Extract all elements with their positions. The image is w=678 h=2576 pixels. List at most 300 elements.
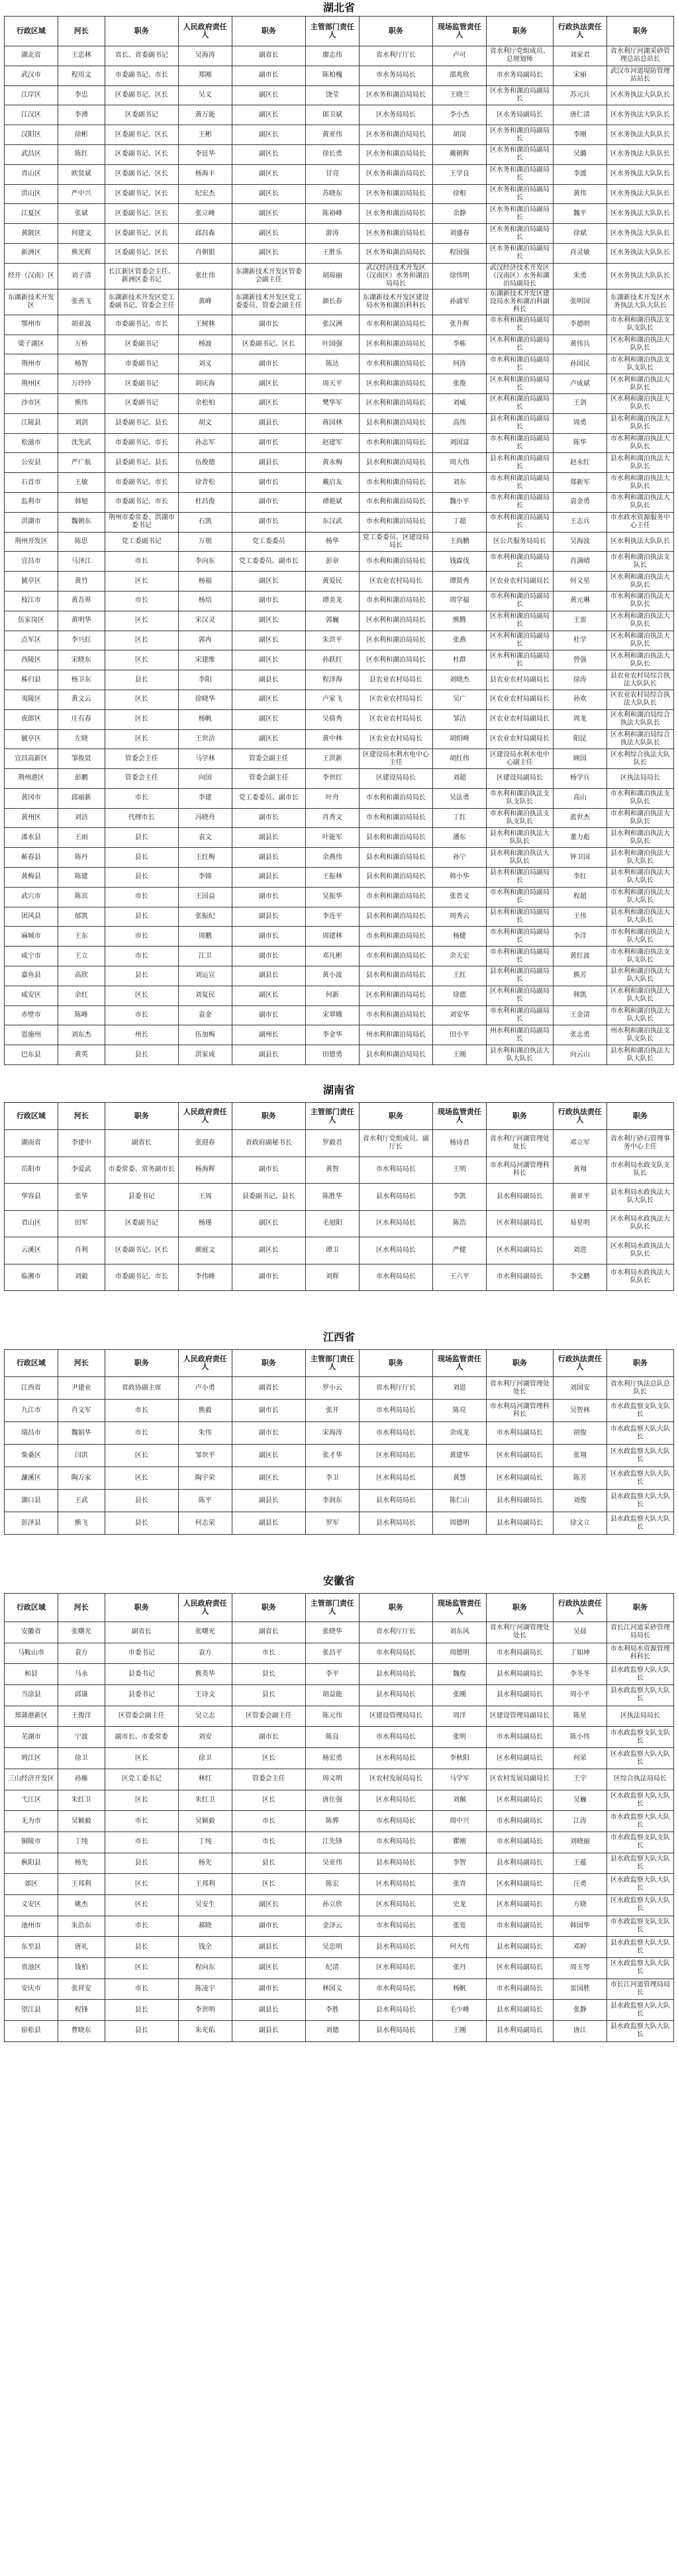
table-cell: 市水利局水资源管理科科长: [606, 1643, 673, 1664]
table-cell: 李廷华: [178, 144, 232, 164]
table-cell: 区水利综合执法大队队长: [606, 749, 673, 769]
table-cell: 何荣: [553, 1748, 606, 1769]
table-cell: 肖灵敏: [553, 243, 606, 263]
table-cell: 江卫: [178, 947, 232, 966]
table-cell: 彭鹏: [58, 769, 105, 789]
table-cell: 朱红卫: [58, 1790, 105, 1811]
table-cell: 刘盛春: [433, 224, 487, 244]
table-cell: 区水利局局长: [359, 1467, 432, 1490]
table-cell: 副市长: [232, 1157, 305, 1184]
table-cell: 荆州港区: [5, 769, 58, 789]
table-cell: 县长: [105, 670, 178, 690]
table-cell: 县水利和湖泊局局长: [359, 828, 432, 848]
table-cell: 州水利和湖泊执法支队支队长: [606, 1025, 673, 1045]
table-cell: 省水利厅厅长: [359, 1622, 432, 1643]
table-cell: 张俊: [433, 374, 487, 394]
table-cell: 李建中: [58, 1130, 105, 1157]
table-cell: 徐斌: [553, 224, 606, 244]
table-cell: 杨宏勇: [305, 1748, 359, 1769]
table-cell: 胡绍峰: [433, 729, 487, 749]
table-cell: 武汉经济技术开发区（汉南区）水务和湖泊局副局长: [486, 263, 553, 289]
column-header: 现场监管责任人: [433, 1103, 487, 1130]
table-cell: 东至县: [5, 1937, 58, 1958]
table-cell: 黄永梅: [305, 453, 359, 473]
table-cell: 区委副书记、区长: [232, 335, 305, 354]
table-cell: 严广航: [58, 453, 105, 473]
table-cell: 县水利和湖泊执法大队大队长: [486, 1045, 553, 1065]
province-title: 江西省: [322, 1331, 355, 1344]
table-cell: 王树林: [178, 315, 232, 335]
table-cell: 宋建维: [178, 650, 232, 670]
table-cell: 汉阳区: [5, 125, 58, 145]
table-cell: 市水利局局长: [359, 1643, 432, 1664]
table-cell: 县水政监察大队大队长: [606, 1685, 673, 1706]
table-cell: 杨帆: [433, 1979, 487, 2000]
table-cell: 市水利局副局长: [486, 1916, 553, 1937]
table-cell: 东湖新技术开发区: [5, 289, 58, 315]
table-cell: 省水利厅厅长: [359, 46, 432, 66]
table-cell: 程超: [553, 887, 606, 907]
table-cell: 董力彪: [553, 828, 606, 848]
table-cell: 谭卫: [305, 1237, 359, 1264]
table-cell: 县水利局局长: [359, 1853, 432, 1874]
table-cell: 区水政监察大队大队长: [606, 1958, 673, 1979]
table-cell: 县水利和湖泊执法大队队长: [606, 453, 673, 473]
table-cell: 苏元兵: [553, 85, 606, 105]
table-cell: 区长: [105, 1445, 178, 1467]
table-cell: 云溪区: [5, 1237, 58, 1264]
table-cell: 区水务局副局长: [486, 105, 553, 125]
table-cell: 区党工委书记: [105, 1769, 178, 1790]
table-cell: 黄万能: [178, 105, 232, 125]
table-cell: 副县长: [232, 966, 305, 986]
table-cell: 熊英华: [178, 1664, 232, 1685]
table-cell: 新洲区: [5, 243, 58, 263]
table-cell: 副县长: [232, 828, 305, 848]
table-cell: 江夏区: [5, 204, 58, 224]
table-cell: 丁红: [433, 808, 487, 828]
table-cell: 县水利和湖泊局局长: [359, 966, 432, 986]
table-cell: 王红梅: [178, 848, 232, 868]
table-cell: 浠水县: [5, 828, 58, 848]
table-cell: 卢家飞: [305, 690, 359, 709]
table-cell: 陈建: [58, 868, 105, 888]
table-cell: 区水利局副局长: [486, 1467, 553, 1490]
table-cell: 义安区: [5, 1894, 58, 1916]
table-row: [5, 1400, 674, 1422]
table-cell: 市水利和湖泊局局长: [359, 1005, 432, 1025]
table-cell: 欧贤斌: [58, 164, 105, 184]
table-cell: 池州市: [5, 1916, 58, 1937]
table-cell: 陈柏槐: [305, 66, 359, 85]
table-cell: 杜群: [433, 650, 487, 670]
table-row: [5, 1727, 674, 1748]
table-cell: 刘威: [433, 393, 487, 413]
table-cell: 区水政监察大队大队长: [606, 1467, 673, 1490]
table-cell: 余成龙: [433, 1422, 487, 1445]
table-row: [5, 1853, 674, 1874]
table-cell: 周勇: [553, 413, 606, 433]
table-cell: 樊华军: [305, 393, 359, 413]
column-header: 人民政府责任人: [178, 1594, 232, 1622]
table-cell: 张华: [58, 1184, 105, 1211]
table-cell: 吴颖毅: [58, 1811, 105, 1832]
column-header: 职务: [232, 1594, 305, 1622]
table-cell: 吴璐: [553, 144, 606, 164]
table-cell: 江陵县: [5, 413, 58, 433]
table-cell: 陶万家: [58, 1467, 105, 1490]
table-cell: 管委会副主任: [232, 769, 305, 789]
table-cell: 副市长: [232, 433, 305, 453]
table-cell: 区水利和湖泊执法大队队长: [606, 611, 673, 631]
column-header: 行政执法责任人: [553, 17, 606, 46]
table-cell: 咸宁市: [5, 947, 58, 966]
table-cell: 田军: [58, 1210, 105, 1237]
table-cell: 余松柏: [178, 393, 232, 413]
table-cell: 马学军: [433, 1769, 487, 1790]
table-cell: 区水利和湖泊局综合执法大队队长: [606, 729, 673, 749]
table-cell: 武汉市: [5, 66, 58, 85]
table-cell: 陈胜华: [305, 1184, 359, 1211]
table-cell: 省水利厅党组成员、总规划师: [486, 46, 553, 66]
table-cell: 刘剑: [58, 413, 105, 433]
column-header: 行政区域: [5, 17, 58, 46]
table-cell: 游涛: [305, 224, 359, 244]
column-header: 主管部门责任人: [305, 1350, 359, 1377]
table-cell: 李向东: [178, 552, 232, 572]
table-cell: 宜昌高新区: [5, 749, 58, 769]
table-cell: 区长: [105, 572, 178, 592]
table-cell: 市水利局局长: [359, 1422, 432, 1445]
table-cell: 邹世平: [178, 1445, 232, 1467]
table-cell: 副区长: [232, 204, 305, 224]
table-cell: 市水利局局长: [359, 1264, 432, 1291]
table-cell: 洪山区: [5, 184, 58, 204]
table-cell: 邓婷: [553, 1937, 606, 1958]
table-cell: 区水务执法大队队长: [606, 224, 673, 244]
table-cell: 市水政监察支队支队长: [606, 1916, 673, 1937]
table-cell: 市水务局副局长: [486, 66, 553, 85]
province-title: 安徽省: [322, 1574, 355, 1588]
table-cell: 闫洪: [58, 1445, 105, 1467]
table-cell: 王彬: [178, 125, 232, 145]
table-cell: 郑新军: [553, 473, 606, 493]
table-cell: 叶能军: [305, 828, 359, 848]
table-cell: 刘运宣: [178, 966, 232, 986]
table-cell: 区委副书记: [105, 393, 178, 413]
table-cell: 市水利局水政支队支队长: [606, 1157, 673, 1184]
table-cell: 徐彬: [58, 125, 105, 145]
table-cell: 市长: [105, 1979, 178, 2000]
table-cell: 程国强: [433, 243, 487, 263]
table-cell: 湖南省: [5, 1130, 58, 1157]
table-cell: 肖文军: [58, 1400, 105, 1422]
table-row: [5, 631, 674, 650]
table-cell: 郊区: [5, 1874, 58, 1895]
table-cell: 孙欢: [553, 690, 606, 709]
table-cell: 周龙: [553, 709, 606, 729]
table-cell: 刘恩: [433, 1377, 487, 1400]
table-cell: 向云山: [553, 1045, 606, 1065]
table-cell: 柴桑区: [5, 1445, 58, 1467]
table-cell: 东湖新技术开发区建设局水务和湖泊科副科长: [486, 289, 553, 315]
table-cell: 朱勇: [553, 263, 606, 289]
responsibility-table: [4, 1102, 674, 1291]
table-row: [5, 164, 674, 184]
table-cell: 苏晓东: [305, 184, 359, 204]
table-row: [5, 966, 674, 986]
table-cell: 市长: [232, 1831, 305, 1853]
table-cell: 市水利和湖泊执法支队支队长: [486, 788, 553, 808]
table-cell: 瑞昌市: [5, 1422, 58, 1445]
table-cell: 巴东县: [5, 1045, 58, 1065]
table-cell: 区水务执法大队队长: [606, 85, 673, 105]
table-cell: 杨帆: [178, 709, 232, 729]
table-cell: 刘东风: [433, 1622, 487, 1643]
table-cell: 王伟: [553, 907, 606, 927]
table-cell: 袁方: [58, 1643, 105, 1664]
table-cell: 县委书记: [105, 1664, 178, 1685]
table-cell: 王邦利: [58, 1874, 105, 1895]
table-cell: 叶国强: [305, 335, 359, 354]
table-row: [5, 315, 674, 335]
table-cell: 袁文: [178, 828, 232, 848]
table-cell: 孙宁: [433, 848, 487, 868]
table-cell: 区水务和湖泊局局长: [359, 243, 432, 263]
table-cell: 张晓华: [305, 1622, 359, 1643]
table-cell: 区水务局局长: [359, 105, 432, 125]
table-cell: 安庆市: [5, 1979, 58, 2000]
table-cell: 市水利和湖泊局副局长: [486, 492, 553, 512]
table-cell: 陈小伟: [553, 1727, 606, 1748]
table-cell: 张明国: [553, 289, 606, 315]
table-cell: 区水政监察大队大队长: [606, 1894, 673, 1916]
table-cell: 副市长: [232, 1400, 305, 1422]
table-cell: 君山区: [5, 1210, 58, 1237]
table-row: [5, 289, 674, 315]
table-cell: 张才华: [305, 1445, 359, 1467]
table-row: [5, 1490, 674, 1512]
table-cell: 区水务和湖泊局副局长: [486, 184, 553, 204]
table-cell: 县水利和湖泊执法大队队长: [606, 413, 673, 433]
table-cell: 副市长: [232, 1727, 305, 1748]
table-row: [5, 2000, 674, 2021]
column-header: 行政执法责任人: [553, 1350, 606, 1377]
table-cell: 武穴市: [5, 887, 58, 907]
table-cell: 周建林: [305, 927, 359, 947]
table-cell: 熊光辉: [58, 243, 105, 263]
table-cell: 区水务和湖泊局局长: [359, 164, 432, 184]
table-cell: 刘国安: [553, 1377, 606, 1400]
table-header-row: [5, 1103, 674, 1130]
table-cell: 陈浩: [433, 1210, 487, 1237]
table-cell: 区水利和湖泊局副局长: [486, 650, 553, 670]
table-cell: 县水利局副局长: [486, 2021, 553, 2042]
table-cell: 郝晓: [178, 1916, 232, 1937]
table-cell: 区水利局副局长: [486, 1894, 553, 1916]
table-cell: 王武: [58, 1490, 105, 1512]
table-cell: 副县长: [232, 2000, 305, 2021]
table-cell: 区水务和湖泊局副局长: [486, 164, 553, 184]
table-cell: 魏俊: [433, 1664, 487, 1685]
table-cell: 濂溪区: [5, 1467, 58, 1490]
table-cell: 余燕伟: [305, 848, 359, 868]
column-header: 职务: [486, 1103, 553, 1130]
table-cell: 湖北省: [5, 46, 58, 66]
table-cell: 副县长: [232, 907, 305, 927]
table-row: [5, 532, 674, 552]
table-row: [5, 1157, 674, 1184]
table-cell: 高伟: [433, 413, 487, 433]
table-cell: 刘安: [178, 1727, 232, 1748]
table-cell: 区委副书记: [105, 335, 178, 354]
table-cell: 点军区: [5, 631, 58, 650]
table-cell: 徐伟明: [433, 263, 487, 289]
table-row: [5, 947, 674, 966]
table-row: [5, 453, 674, 473]
table-cell: 张青: [433, 1874, 487, 1895]
table-cell: 县水利和湖泊执法大队大队长: [606, 907, 673, 927]
table-cell: 李润东: [305, 1490, 359, 1512]
table-cell: 副区长: [232, 631, 305, 650]
table-cell: 张静: [553, 2000, 606, 2021]
table-cell: 县长: [105, 966, 178, 986]
table-cell: 副市长、市委常委: [105, 1727, 178, 1748]
table-cell: 县水政监察大队大队长: [606, 2000, 673, 2021]
table-cell: 市水利和湖泊执法支队支队长: [486, 808, 553, 828]
table-row: [5, 572, 674, 592]
table-cell: 李栋: [433, 335, 487, 354]
table-cell: 省政协副主席: [105, 1377, 178, 1400]
table-cell: 张迎春: [178, 1130, 232, 1157]
table-cell: 副市长: [232, 927, 305, 947]
table-cell: 王晓兰: [433, 85, 487, 105]
table-cell: 袁金勇: [553, 492, 606, 512]
table-cell: 伍家岗区: [5, 611, 58, 631]
table-cell: 县委副书记、县长: [105, 453, 178, 473]
table-cell: 张曙光: [178, 1622, 232, 1643]
table-cell: 黄文云: [58, 690, 105, 709]
table-cell: 徐长勇: [305, 144, 359, 164]
column-header: 行政区域: [5, 1103, 58, 1130]
table-cell: 刘东杰: [58, 1025, 105, 1045]
table-cell: 王刚: [433, 1045, 487, 1065]
column-header: 职务: [606, 1350, 673, 1377]
table-cell: 区水利和湖泊执法大队大队长: [606, 986, 673, 1005]
table-cell: 吴振华: [305, 887, 359, 907]
table-cell: 张晋义: [433, 887, 487, 907]
table-cell: 肖朝银: [178, 243, 232, 263]
table-cell: 松滋市: [5, 433, 58, 453]
table-cell: 区水务执法大队队长: [606, 263, 673, 289]
table-cell: 市水利和湖泊执法大队队长: [606, 808, 673, 828]
column-header: 职务: [486, 1350, 553, 1377]
table-cell: 省水利厅党组成员、副厅长: [359, 1130, 432, 1157]
column-header: 行政执法责任人: [553, 1103, 606, 1130]
table-cell: 省水利厅执法总队总队长: [606, 1377, 673, 1400]
table-cell: 市水利和湖泊执法大队队长: [606, 492, 673, 512]
table-cell: 县水利和湖泊执法大队队长: [486, 848, 553, 868]
table-cell: 市水利局副局长: [486, 1979, 553, 2000]
table-cell: 胡岗: [433, 125, 487, 145]
table-cell: 县水利和湖泊执法大队大队长: [606, 848, 673, 868]
table-cell: 市水利和湖泊执法支队支队长: [606, 354, 673, 374]
column-header: 现场监管责任人: [433, 17, 487, 46]
table-row: [5, 125, 674, 145]
table-cell: 唐仁清: [553, 105, 606, 125]
table-cell: 赵永红: [553, 453, 606, 473]
table-cell: 孙跃红: [305, 650, 359, 670]
table-cell: 县水政监察大队大队长: [606, 1937, 673, 1958]
table-cell: 县水利和湖泊局局长: [359, 868, 432, 888]
table-row: [5, 1210, 674, 1237]
table-cell: 郭冉: [178, 631, 232, 650]
table-cell: 方晓: [553, 1894, 606, 1916]
table-cell: 熊芳: [553, 966, 606, 986]
table-cell: 陈峰: [58, 1005, 105, 1025]
table-cell: 张汉洲: [305, 315, 359, 335]
table-cell: 副省长: [105, 1622, 178, 1643]
table-cell: 区水政监察大队大队长: [606, 1790, 673, 1811]
table-cell: 杨波: [178, 335, 232, 354]
table-cell: 县水政监察大队大队长: [606, 1490, 673, 1512]
table-cell: 胡益能: [305, 1685, 359, 1706]
table-cell: 刘家君: [553, 46, 606, 66]
table-cell: 陈宾: [58, 887, 105, 907]
table-cell: 区水利和湖泊局局长: [359, 650, 432, 670]
table-cell: 县水利和湖泊局局长: [359, 907, 432, 927]
table-row: [5, 1685, 674, 1706]
table-cell: 宁波: [58, 1727, 105, 1748]
table-cell: 市长: [105, 1916, 178, 1937]
table-cell: 王剑: [553, 393, 606, 413]
table-cell: 王六平: [433, 1264, 487, 1291]
table-cell: 肖利: [58, 1237, 105, 1264]
table-cell: 马鞍山市: [5, 1643, 58, 1664]
table-cell: 沙市区: [5, 393, 58, 413]
table-cell: 省水利厅河湖采砂管理总站总站长: [606, 46, 673, 66]
table-cell: 区水利和湖泊局局长: [359, 611, 432, 631]
table-cell: 李爱武: [58, 1157, 105, 1184]
table-cell: 区长: [232, 1874, 305, 1895]
table-cell: 区执法局局长: [606, 1706, 673, 1727]
table-row: [5, 393, 674, 413]
table-cell: 荆州市: [5, 354, 58, 374]
table-cell: 市水利和湖泊局副局长: [486, 947, 553, 966]
table-cell: 党工委副书记: [105, 532, 178, 552]
table-cell: 唐礼: [58, 1937, 105, 1958]
table-cell: 刘安华: [433, 1005, 487, 1025]
table-cell: 市长: [105, 1831, 178, 1853]
table-cell: 余天宏: [433, 947, 487, 966]
table-cell: 黄峰: [178, 289, 232, 315]
table-cell: 程向东: [178, 1958, 232, 1979]
table-cell: 副省长: [232, 1622, 305, 1643]
table-row: [5, 492, 674, 512]
table-cell: 监利市: [5, 492, 58, 512]
table-cell: 副区长: [232, 709, 305, 729]
table-cell: 吴晨: [553, 1622, 606, 1643]
table-cell: 区建设局水利水电中心副主任: [486, 749, 553, 769]
table-cell: 丁如坤: [553, 1643, 606, 1664]
table-cell: 党工委委员: [232, 532, 305, 552]
table-cell: 宋晓东: [58, 650, 105, 670]
table-cell: 副区长: [232, 1210, 305, 1237]
table-cell: 孙立欣: [305, 1894, 359, 1916]
table-cell: 团风县: [5, 907, 58, 927]
table-cell: 郎卫斌: [305, 105, 359, 125]
responsibility-table: [4, 1593, 674, 2042]
